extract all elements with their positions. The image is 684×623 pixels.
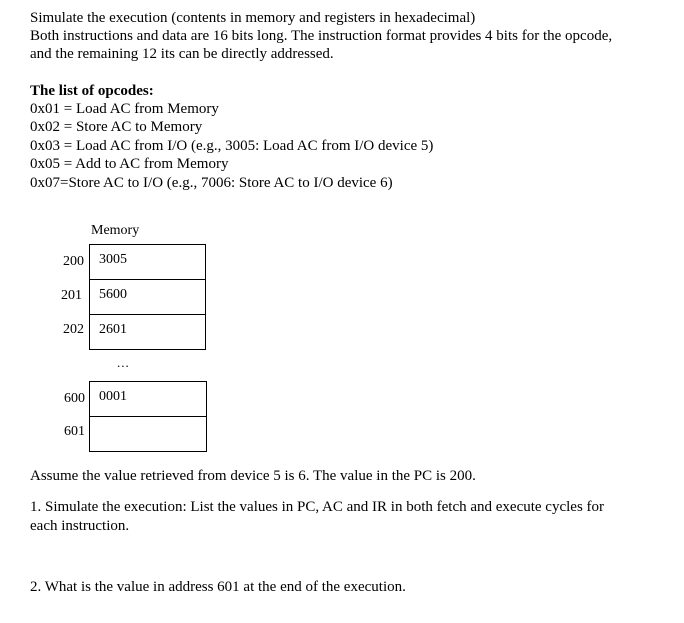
question-2: 2. What is the value in address 601 at the end of the execution. xyxy=(30,579,406,595)
memory-cell xyxy=(89,279,206,315)
opcode-item: 0x01 = Load AC from Memory xyxy=(30,101,219,117)
opcode-item: 0x02 = Store AC to Memory xyxy=(30,119,203,135)
memory-cell xyxy=(89,416,207,452)
memory-cell xyxy=(89,314,206,350)
memory-value: 3005 xyxy=(99,252,127,267)
memory-address: 601 xyxy=(64,424,85,439)
intro-line-1: Simulate the execution (contents in memory and registers in hexadecimal) xyxy=(30,10,476,26)
intro-line-3: and the remaining 12 its can be directly addressed. xyxy=(30,46,334,62)
memory-ellipsis: ... xyxy=(117,355,130,370)
opcode-item: 0x03 = Load AC from I/O (e.g., 3005: Load AC from I/O device 5) xyxy=(30,138,434,154)
memory-cell xyxy=(89,244,206,280)
memory-address: 202 xyxy=(63,322,84,337)
opcodes-heading: The list of opcodes: xyxy=(30,83,154,99)
memory-value: 0001 xyxy=(99,389,127,404)
intro-line-2: Both instructions and data are 16 bits long. The instruction format provides 4 bits for the opcode, xyxy=(30,28,613,44)
assumption-text: Assume the value retrieved from device 5 is 6. The value in the PC is 200. xyxy=(30,468,476,484)
memory-value: 2601 xyxy=(99,322,127,337)
memory-cell xyxy=(89,381,207,417)
memory-address: 600 xyxy=(64,391,85,406)
opcode-item: 0x05 = Add to AC from Memory xyxy=(30,156,229,172)
memory-address: 200 xyxy=(63,254,84,269)
question-1-line-2: each instruction. xyxy=(30,518,130,534)
opcode-item: 0x07=Store AC to I/O (e.g., 7006: Store AC to I/O device 6) xyxy=(30,175,393,191)
question-1-line-1: 1. Simulate the execution: List the values in PC, AC and IR in both fetch and execute cycles for xyxy=(30,499,605,515)
memory-address: 201 xyxy=(61,288,82,303)
memory-value: 5600 xyxy=(99,287,127,302)
memory-label: Memory xyxy=(91,223,140,238)
